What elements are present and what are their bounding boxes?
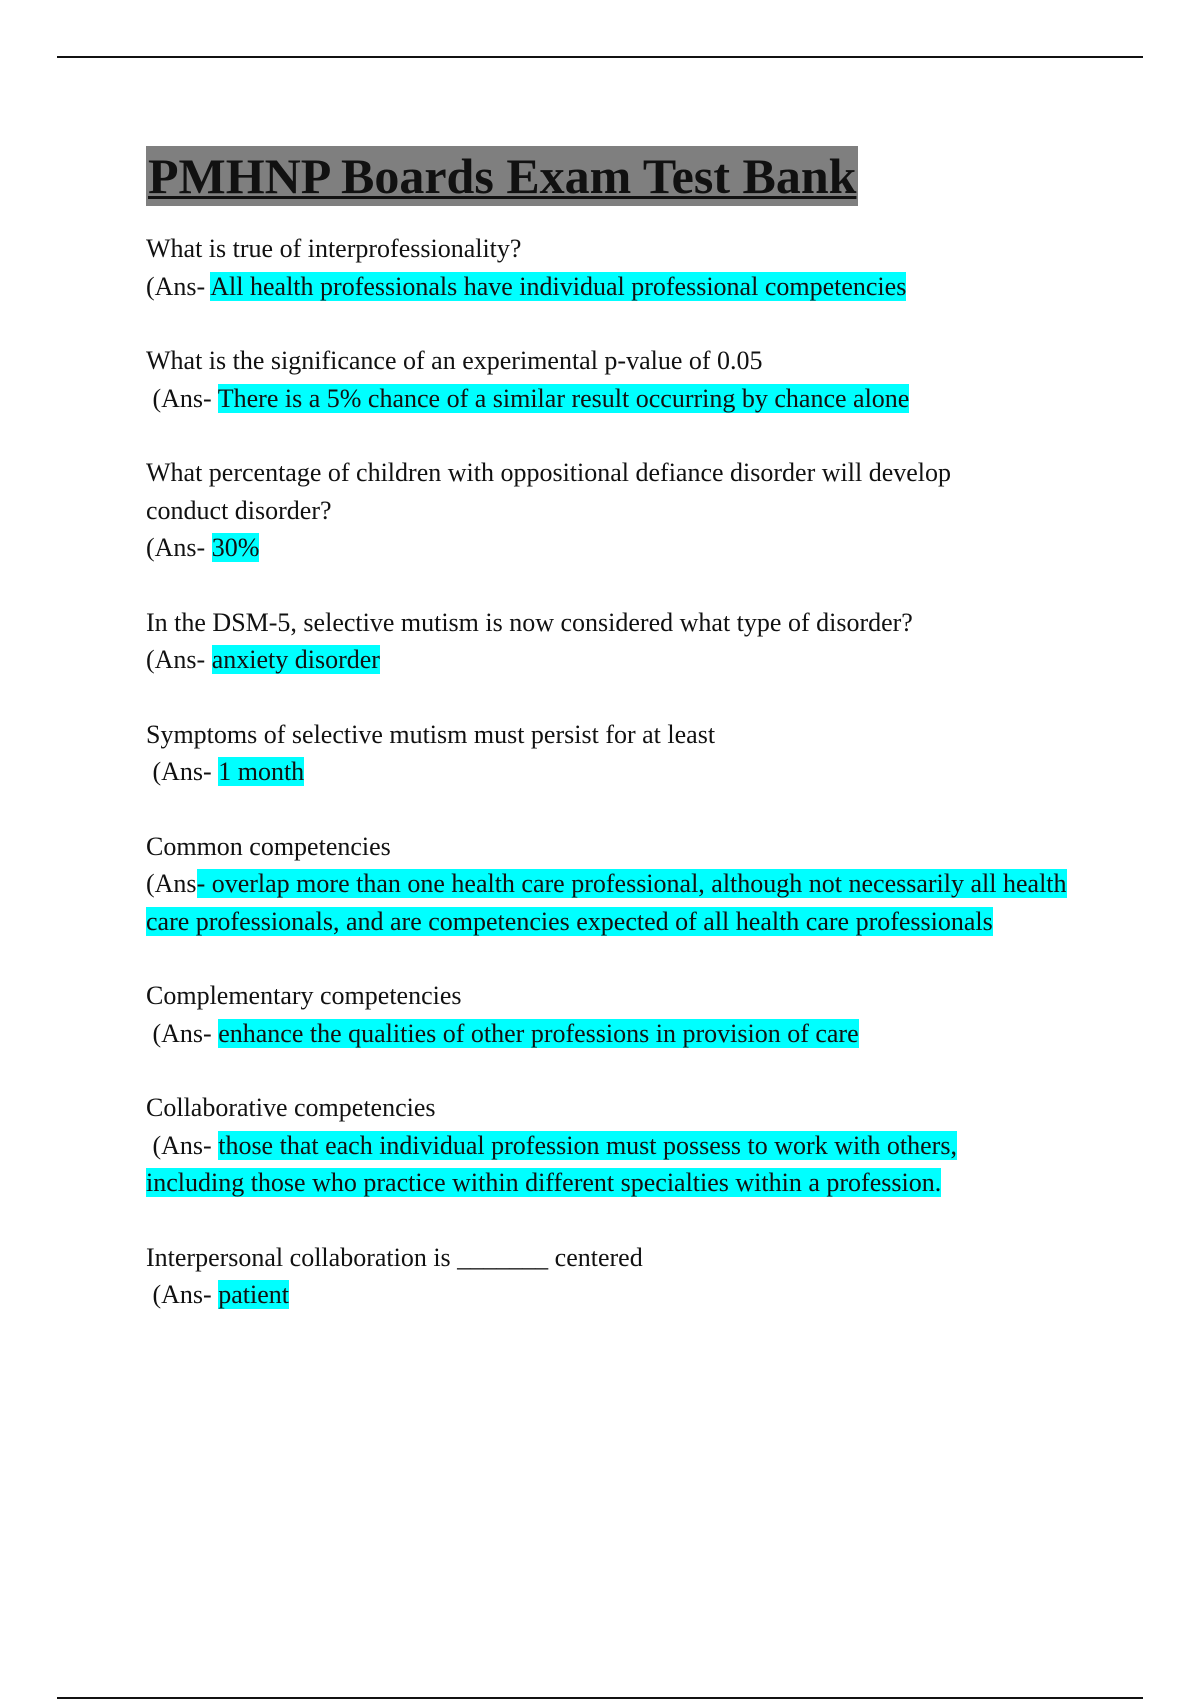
question-text: Common competencies xyxy=(146,831,391,861)
qa-item-7 xyxy=(146,977,1076,1052)
answer-prefix: (Ans- xyxy=(146,1280,219,1309)
answer-highlight: anxiety disorder xyxy=(211,645,380,674)
qa-list xyxy=(146,230,1076,1351)
answer-line xyxy=(146,268,1076,306)
question-text: Symptoms of selective mutism must persist for at least xyxy=(146,719,716,749)
answer-highlight: those that each individual profession must possess to work with others, including those who practice within different specialties within a profession. xyxy=(146,1130,957,1197)
answer-line xyxy=(146,1276,1076,1314)
answer-highlight: There is a 5% chance of a similar result occurring by chance alone xyxy=(217,383,910,413)
answer-prefix: (Ans- xyxy=(146,757,219,786)
answer-line xyxy=(146,1127,1046,1202)
answer-highlight: patient xyxy=(218,1280,289,1309)
answer-highlight: 30% xyxy=(211,533,260,562)
qa-item-4 xyxy=(146,604,1076,679)
answer-line xyxy=(146,641,1076,679)
qa-item-6 xyxy=(146,828,1076,941)
question-text: Collaborative competencies xyxy=(146,1093,436,1122)
question-text: What is true of interprofessionality? xyxy=(146,234,522,263)
answer-line xyxy=(146,753,1076,791)
answer-line xyxy=(146,529,1076,567)
answer-highlight: All health professionals have individual professional competencies xyxy=(210,271,907,301)
answer-prefix: (Ans- xyxy=(146,383,218,413)
question-text: Complementary competencies xyxy=(146,981,462,1010)
qa-item-5 xyxy=(146,716,1076,791)
answer-line xyxy=(146,1015,1076,1053)
answer-prefix: (Ans- xyxy=(146,645,212,674)
answer-highlight: enhance the qualities of other professions in provision of care xyxy=(218,1018,859,1048)
answer-prefix: (Ans xyxy=(146,869,197,898)
qa-item-3 xyxy=(146,454,1076,567)
answer-prefix: (Ans- xyxy=(146,271,211,301)
qa-item-2 xyxy=(146,342,1076,417)
top-rule xyxy=(57,56,1143,58)
qa-item-8 xyxy=(146,1089,1076,1202)
answer-line xyxy=(146,380,1076,418)
document-title: PMHNP Boards Exam Test Bank xyxy=(148,148,857,204)
question-text: What is the significance of an experimental p-value of 0.05 xyxy=(146,346,763,375)
question-text: In the DSM-5, selective mutism is now considered what type of disorder? xyxy=(146,607,913,637)
question-text: What percentage of children with oppositional defiance disorder will develop conduct disorder? xyxy=(146,458,951,525)
qa-item-9 xyxy=(146,1239,1076,1314)
answer-highlight: 1 month xyxy=(218,757,305,786)
answer-line xyxy=(146,865,1076,940)
answer-prefix: (Ans- xyxy=(146,1018,219,1048)
answer-prefix: (Ans- xyxy=(146,533,212,562)
answer-prefix: (Ans- xyxy=(146,1130,219,1160)
bottom-rule xyxy=(57,1697,1143,1699)
question-text: Interpersonal collaboration is _______ centered xyxy=(146,1242,643,1272)
answer-highlight: - overlap more than one health care professional, although not necessarily all health care professionals, and are competencies expected of all health care professionals xyxy=(146,869,1067,936)
qa-item-1 xyxy=(146,230,1076,305)
